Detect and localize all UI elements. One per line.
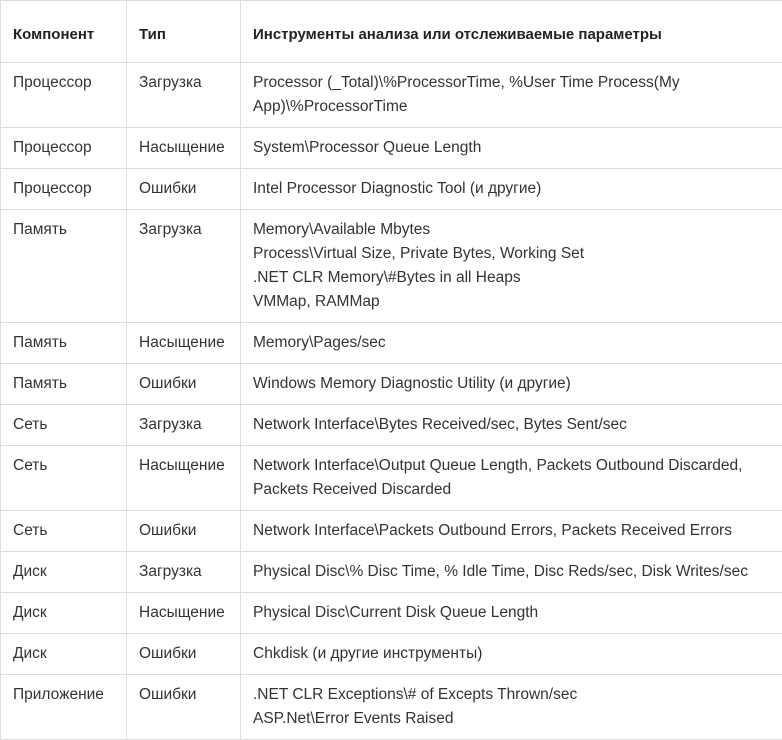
- table-row: [1, 675, 782, 740]
- cell-type: Насыщение: [127, 323, 241, 364]
- cell-type: Ошибки: [127, 634, 241, 675]
- table-header-row: [1, 1, 782, 63]
- tool-line: System\Processor Queue Length: [253, 136, 773, 160]
- cell-tools: [241, 128, 782, 169]
- header-component: Компонент: [1, 1, 127, 63]
- tool-line: Processor (_Total)\%ProcessorTime, %User Time Process(My App)\%ProcessorTime: [253, 71, 773, 119]
- header-tools: Инструменты анализа или отслеживаемые параметры: [241, 1, 782, 63]
- table-row: [1, 63, 782, 128]
- tool-line: Network Interface\Packets Outbound Errors, Packets Received Errors: [253, 519, 773, 543]
- header-type: Тип: [127, 1, 241, 63]
- cell-component: Сеть: [1, 511, 127, 552]
- cell-type: Загрузка: [127, 210, 241, 323]
- cell-component: Приложение: [1, 675, 127, 740]
- cell-type: Ошибки: [127, 675, 241, 740]
- tool-line: Chkdisk (и другие инструменты): [253, 642, 773, 666]
- cell-component: Процессор: [1, 169, 127, 210]
- cell-type: Загрузка: [127, 552, 241, 593]
- tool-line: .NET CLR Memory\#Bytes in all Heaps: [253, 266, 773, 290]
- cell-tools: [241, 63, 782, 128]
- tool-line: Network Interface\Bytes Received/sec, Bytes Sent/sec: [253, 413, 773, 437]
- cell-type: Ошибки: [127, 169, 241, 210]
- cell-tools: [241, 323, 782, 364]
- cell-type: Ошибки: [127, 364, 241, 405]
- tool-line: Windows Memory Diagnostic Utility (и другие): [253, 372, 773, 396]
- tool-line: Intel Processor Diagnostic Tool (и другие): [253, 177, 773, 201]
- cell-tools: [241, 634, 782, 675]
- cell-tools: [241, 169, 782, 210]
- cell-tools: [241, 552, 782, 593]
- cell-tools: [241, 364, 782, 405]
- cell-type: Загрузка: [127, 405, 241, 446]
- cell-component: Память: [1, 323, 127, 364]
- table-row: [1, 446, 782, 511]
- table-row: [1, 511, 782, 552]
- cell-tools: [241, 446, 782, 511]
- cell-component: Сеть: [1, 446, 127, 511]
- cell-tools: [241, 405, 782, 446]
- cell-component: Память: [1, 210, 127, 323]
- cell-tools: [241, 210, 782, 323]
- cell-type: Насыщение: [127, 446, 241, 511]
- tool-line: Memory\Available Mbytes: [253, 218, 773, 242]
- tool-line: Physical Disc\Current Disk Queue Length: [253, 601, 773, 625]
- cell-type: Насыщение: [127, 593, 241, 634]
- cell-tools: [241, 593, 782, 634]
- table-row: [1, 405, 782, 446]
- cell-type: Загрузка: [127, 63, 241, 128]
- cell-component: Процессор: [1, 63, 127, 128]
- cell-type: Ошибки: [127, 511, 241, 552]
- tool-line: VMMap, RAMMap: [253, 290, 773, 314]
- cell-component: Память: [1, 364, 127, 405]
- table-row: [1, 169, 782, 210]
- tool-line: .NET CLR Exceptions\# of Excepts Thrown/sec: [253, 683, 773, 707]
- cell-tools: [241, 511, 782, 552]
- table-row: [1, 634, 782, 675]
- table-row: [1, 552, 782, 593]
- tool-line: Network Interface\Output Queue Length, Packets Outbound Discarded, Packets Received Discarded: [253, 454, 773, 502]
- tool-line: ASP.Net\Error Events Raised: [253, 707, 773, 731]
- table-row: [1, 128, 782, 169]
- tool-line: Physical Disc\% Disc Time, % Idle Time, Disc Reds/sec, Disk Writes/sec: [253, 560, 773, 584]
- tool-line: Process\Virtual Size, Private Bytes, Working Set: [253, 242, 773, 266]
- tool-line: Memory\Pages/sec: [253, 331, 773, 355]
- table-row: [1, 593, 782, 634]
- cell-component: Сеть: [1, 405, 127, 446]
- cell-component: Диск: [1, 634, 127, 675]
- table-row: [1, 323, 782, 364]
- table-row: [1, 364, 782, 405]
- cell-component: Диск: [1, 552, 127, 593]
- table-row: [1, 210, 782, 323]
- cell-type: Насыщение: [127, 128, 241, 169]
- cell-component: Диск: [1, 593, 127, 634]
- cell-component: Процессор: [1, 128, 127, 169]
- cell-tools: [241, 675, 782, 740]
